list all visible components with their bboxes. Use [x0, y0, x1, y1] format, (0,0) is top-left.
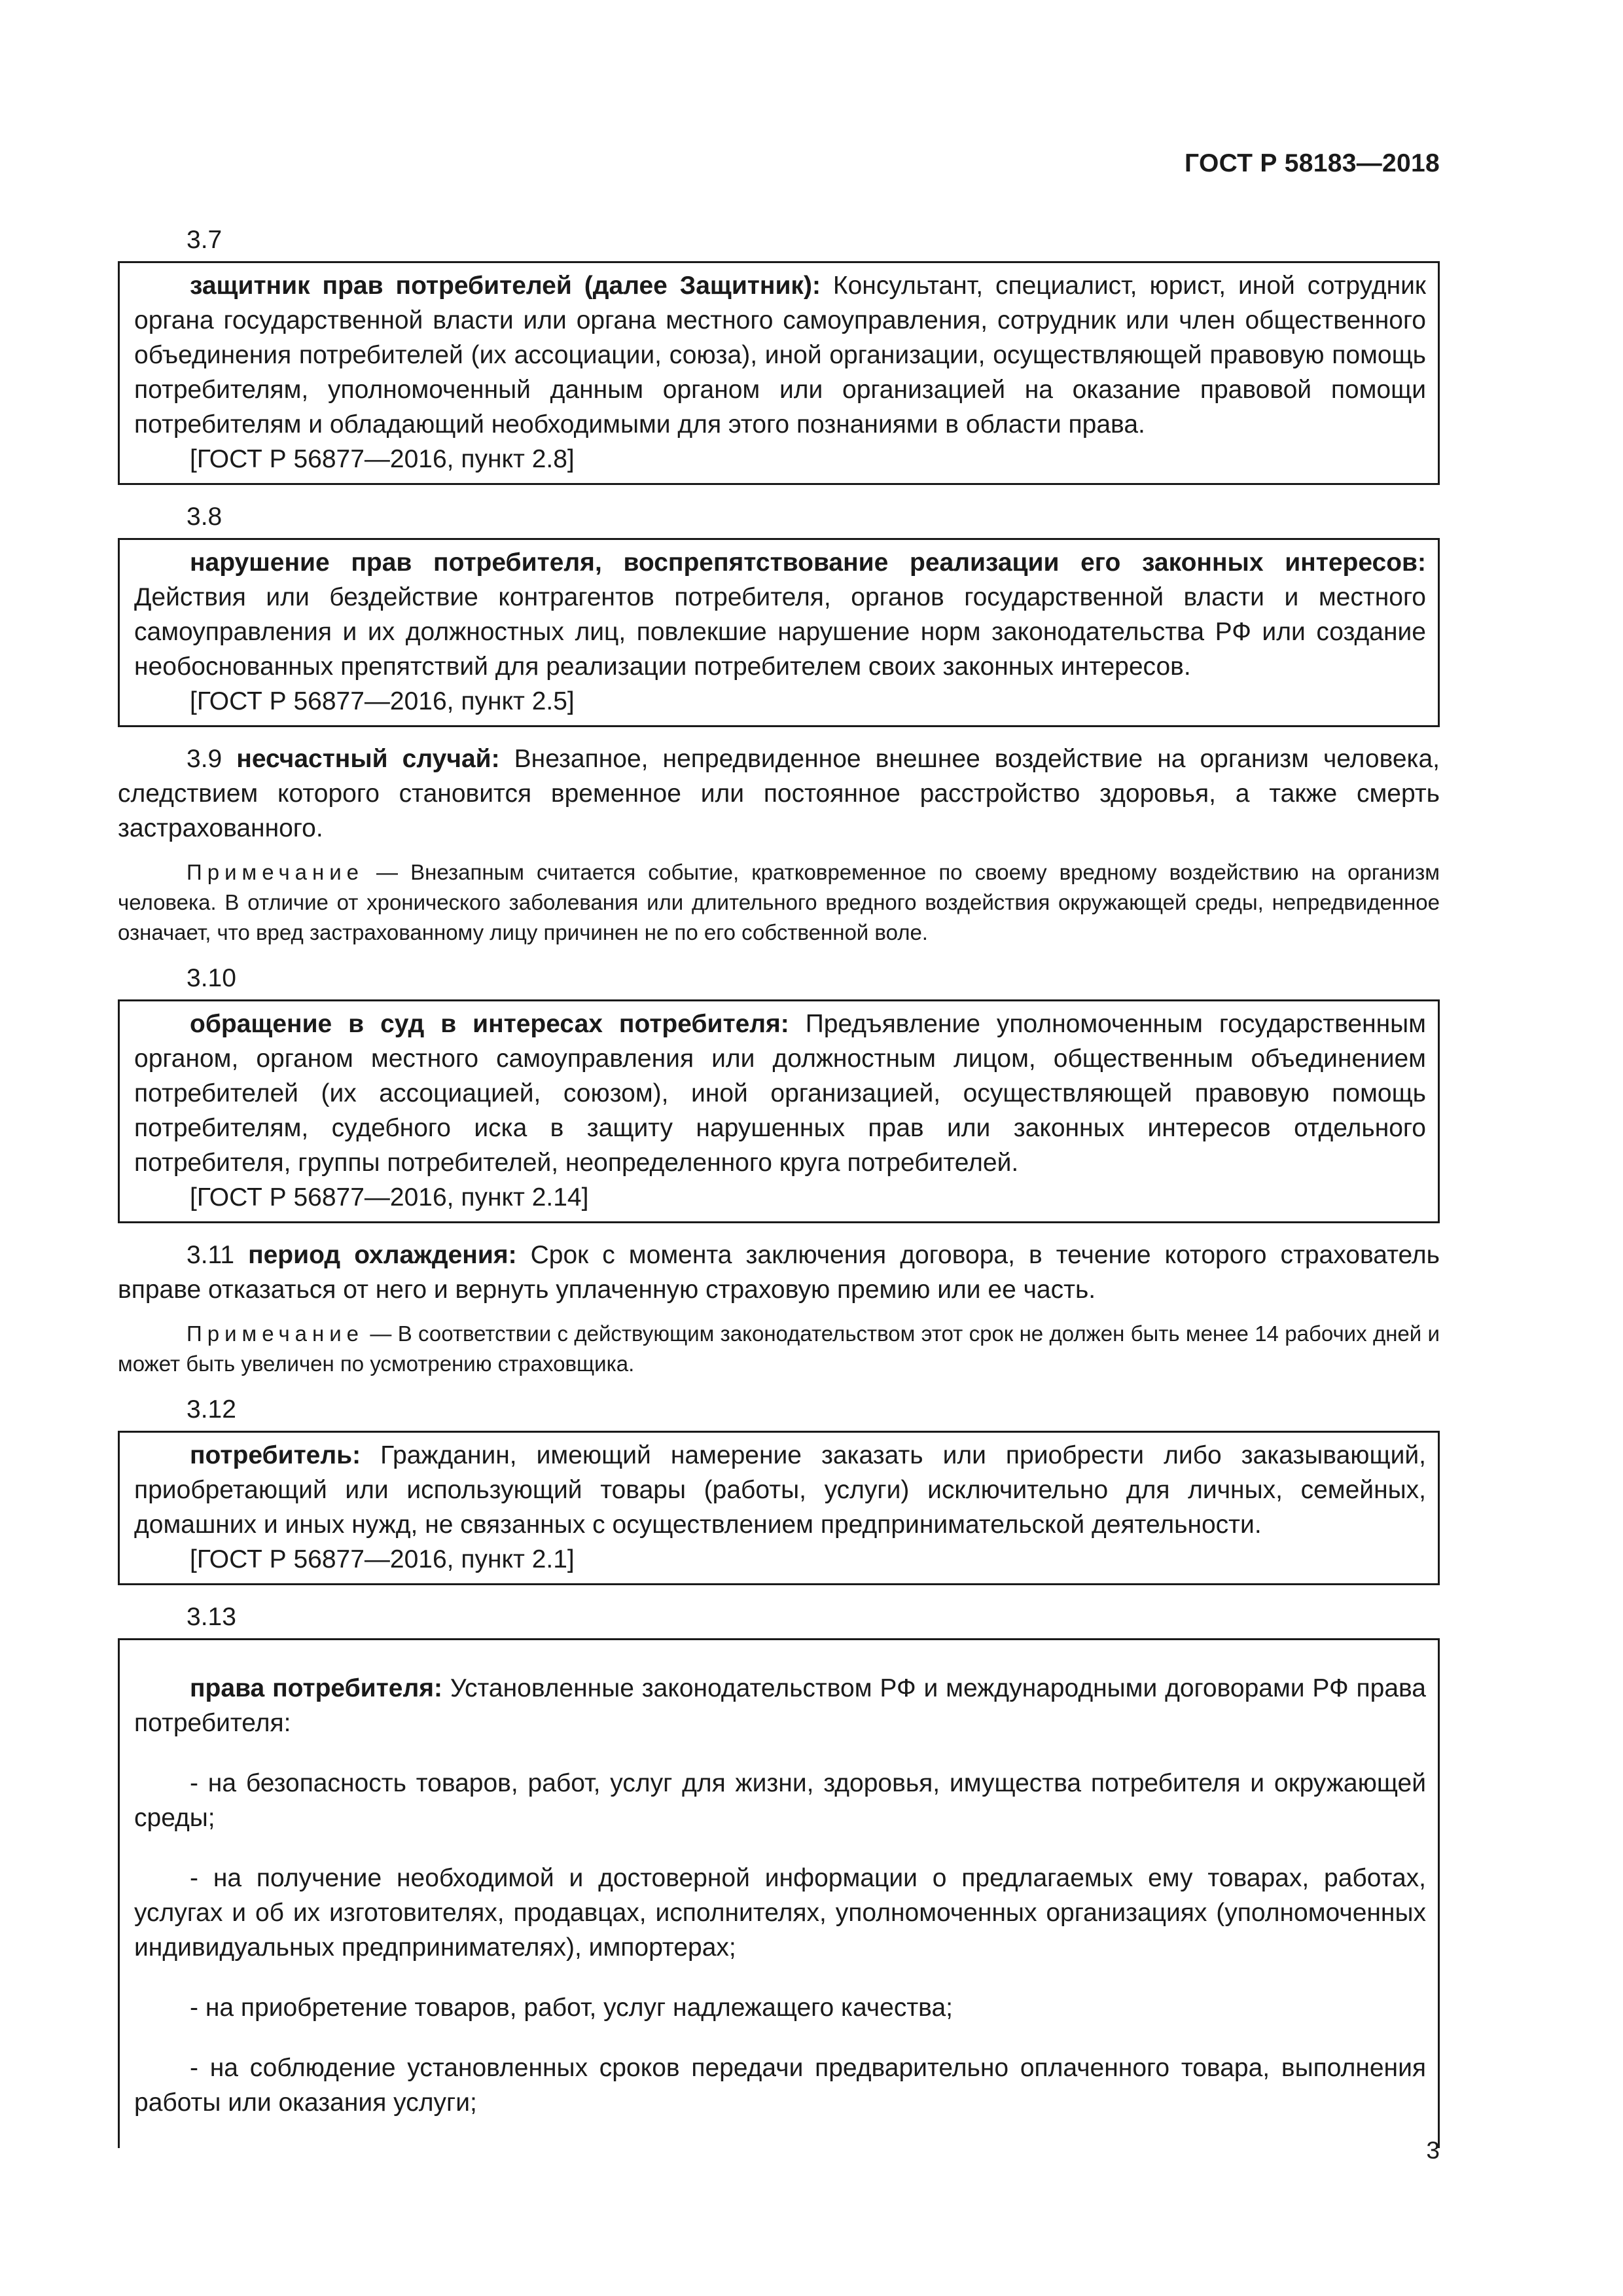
term-definition-3-12: Гражданин, имеющий намерение заказать или приобрести либо заказывающий, приобретающий или использующий товары (работы, услуги) исключительно для личных, семейных, домашних и иных нужд, не связанных с осуществлением предпринимательской деятельности.: [134, 1441, 1426, 1539]
source-ref-3-7: [ГОСТ Р 56877—2016, пункт 2.8]: [190, 445, 575, 473]
clause-number-3-9: 3.9: [187, 745, 223, 773]
list-item: - на получение необходимой и достоверной информации о предлагаемых ему товарах, работах, услугах и об их изготовителях, продавцах, исполнителях, уполномоченных организациях (уполномоченных индивидуальных предпринимателях), импортерах;: [134, 1864, 1426, 1962]
definition-box-3-13: [118, 1638, 1440, 2148]
definition-3-8: [134, 545, 1426, 684]
term-definition-3-8: Действия или бездействие контрагентов потребителя, органов государственной власти и местного самоуправления и их должностных лиц, повлекшие нарушение норм законодательства РФ или создание необоснованных препятствий для реализации потребителем своих законных интересов.: [134, 583, 1426, 681]
note-label-3-11: Примечание: [187, 1321, 365, 1346]
term-definition-3-9: Внезапное, непредвиденное внешнее воздействие на организм человека, следствием которого становится временное или постоянное расстройство здоровья, а также смерть застрахованного.: [118, 745, 1440, 842]
document-id-header: ГОСТ Р 58183—2018: [1185, 149, 1440, 177]
definition-3-7: [134, 268, 1426, 442]
clause-number-3-11: 3.11: [187, 1241, 235, 1269]
term-definition-3-7: Консультант, специалист, юрист, иной сотрудник органа государственной власти или органа местного самоуправления, сотрудник или член общественного объединения потребителей (их ассоциации, союза), иной организации, осуществляющей правовую помощь потребителям, уполномоченный данным органом или организацией на оказание правовой помощи потребителям и обладающий необходимыми для этого познаниями в области права.: [134, 272, 1426, 439]
source-ref-3-10: [ГОСТ Р 56877—2016, пункт 2.14]: [190, 1183, 589, 1211]
note-text-3-9: — Внезапным считается событие, кратковременное по своему вредному воздействию на организм человека. В отличие от хронического заболевания или длительного вредного воздействия окружающей среды, непредвиденное означает, что вред застрахованному лицу причинен не по его собственной воле.: [118, 860, 1440, 944]
definition-box-3-8: [118, 538, 1440, 727]
term-3-10: обращение в суд в интересах потребителя:: [190, 1010, 789, 1038]
definition-3-10: [134, 1007, 1426, 1180]
term-3-9: несчастный случай:: [236, 745, 500, 773]
term-3-8: нарушение прав потребителя, воспрепятствование реализации его законных интересов:: [190, 548, 1426, 577]
term-3-12: потребитель:: [190, 1441, 361, 1469]
term-definition-3-10: Предъявление уполномоченным государственным органом, органом местного самоуправления или должностным лицом, общественным объединением потребителей (их ассоциацией, союзом), иной организацией, осуществляющей правовую помощь потребителям, судебного иска в защиту нарушенных прав или законных интересов отдельного потребителя, группы потребителей, неопределенного круга потребителей.: [134, 1010, 1426, 1177]
clause-number-3-12: 3.12: [187, 1395, 236, 1424]
term-3-13: права потребителя:: [190, 1674, 442, 1702]
definition-3-13: [134, 1671, 1426, 1740]
note-3-9: [118, 857, 1440, 948]
definition-3-12: [134, 1438, 1426, 1542]
note-label-3-9: Примечание: [187, 860, 365, 884]
term-3-7: защитник прав потребителей (далее Защитник):: [190, 272, 821, 300]
clause-number-3-8: 3.8: [187, 503, 223, 531]
list-item: - на соблюдение установленных сроков передачи предварительно оплаченного товара, выполнения работы или оказания услуги;: [134, 2054, 1426, 2117]
clause-number-3-13: 3.13: [187, 1603, 236, 1631]
term-definition-3-11: Срок с момента заключения договора, в течение которого страхователь вправе отказаться от него и вернуть уплаченную страховую премию или ее часть.: [118, 1241, 1440, 1304]
source-ref-3-8: [ГОСТ Р 56877—2016, пункт 2.5]: [190, 687, 575, 715]
note-text-3-11: — В соответствии с действующим законодательством этот срок не должен быть менее 14 рабочих дней и может быть увеличен по усмотрению страховщика.: [118, 1321, 1440, 1376]
list-item: - на приобретение товаров, работ, услуг надлежащего качества;: [190, 1994, 953, 2022]
definition-box-3-7: [118, 261, 1440, 485]
clause-number-3-7: 3.7: [187, 226, 223, 254]
definition-box-3-10: [118, 999, 1440, 1223]
list-item: - на безопасность товаров, работ, услуг для жизни, здоровья, имущества потребителя и окружающей среды;: [134, 1769, 1426, 1832]
source-ref-3-12: [ГОСТ Р 56877—2016, пункт 2.1]: [190, 1545, 575, 1573]
definition-3-11: [118, 1238, 1440, 1307]
clause-number-3-10: 3.10: [187, 964, 236, 992]
term-3-11: период охлаждения:: [248, 1241, 517, 1269]
document-page: [118, 0, 1440, 2296]
page-number: 3: [1426, 2137, 1440, 2164]
definition-3-9: [118, 742, 1440, 846]
terms-content: [118, 223, 1440, 2148]
definition-box-3-12: [118, 1431, 1440, 1585]
note-3-11: [118, 1319, 1440, 1379]
term-definition-3-13: Установленные законодательством РФ и международными договорами РФ права потребителя:: [134, 1674, 1426, 1737]
